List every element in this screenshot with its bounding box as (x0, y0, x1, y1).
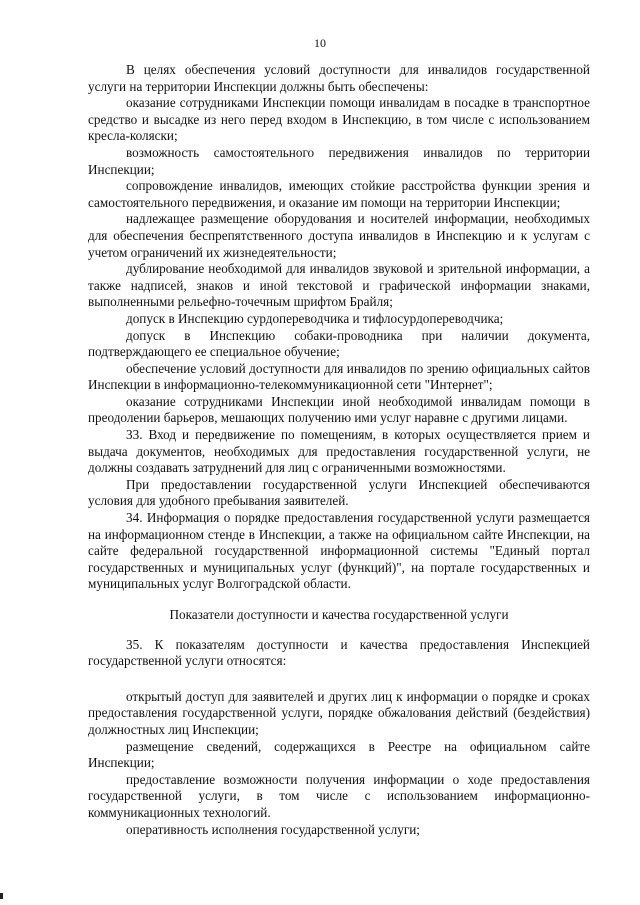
document-body (88, 62, 590, 838)
paragraph-35: 35. К показателям доступности и качества предоставления Инспекцией государственной услуги относятся: (88, 636, 590, 669)
paragraph-accessibility-intro: В целях обеспечения условий доступности для инвалидов государственной услуги на территории Инспекции должны быть обеспечены: (88, 62, 590, 94)
list-item: оказание сотрудниками Инспекции помощи инвалидам в посадке в транспортное средство и высадке из него перед входом в Инспекцию, в том числе с использованием кресла-коляски; (88, 95, 590, 144)
page-number: 10 (314, 36, 326, 50)
list-item: открытый доступ для заявителей и других лиц к информации о порядке и сроках предоставления государственной услуги, порядке обжалования действий (бездействия) должностных лиц Инспекции; (88, 688, 590, 737)
paragraph-33: 33. Вход и передвижение по помещениям, в которых осуществляется прием и выдача документов, необходимых для предоставления государственной услуги, не должны создавать затруднений для лиц с ограниченными возможностями. (88, 427, 590, 476)
list-item: возможность самостоятельного передвижения инвалидов по территории Инспекции; (88, 144, 590, 177)
paragraph-34: 34. Информация о порядке предоставления государственной услуги размещается на информационном стенде в Инспекции, а также на официальном сайте Инспекции, на сайте федеральной государственной информационной системы "Единый портал государственных и муниципальных услуг (функций)", на портале государственных и муниципальных услуг Волгоградской области. (88, 510, 590, 592)
scan-edge-mark (0, 893, 3, 899)
list-item: оперативность исполнения государственной услуги; (126, 821, 420, 837)
paragraph-convenience: При предоставлении государственной услуги Инспекцией обеспечиваются условия для удобного пребывания заявителей. (88, 476, 590, 509)
list-item: допуск в Инспекцию собаки-проводника при наличии документа, подтверждающего ее специальное обучение; (88, 327, 590, 360)
list-item: обеспечение условий доступности для инвалидов по зрению официальных сайтов Инспекции в информационно-телекоммуникационной сети "Интернет"; (88, 360, 590, 393)
list-item: дублирование необходимой для инвалидов звуковой и зрительной информации, а также надписей, знаков и иной текстовой и графической информации знаками, выполненными рельефно-точечным шрифтом Брайля; (88, 261, 590, 310)
list-item: надлежащее размещение оборудования и носителей информации, необходимых для обеспечения беспрепятственного доступа инвалидов в Инспекцию и к услугам с учетом ограничений их жизнедеятельности; (88, 211, 590, 260)
list-item: предоставление возможности получения информации о ходе предоставления государственной услуги, в том числе с использованием информационно-коммуникационных технологий. (88, 771, 590, 820)
list-item: допуск в Инспекцию сурдопереводчика и тифлосурдопереводчика; (126, 310, 504, 326)
list-item: оказание сотрудниками Инспекции иной необходимой инвалидам помощи в преодолении барьеров, мешающих получению ими услуг наравне с другими лицами. (88, 393, 590, 426)
list-item: размещение сведений, содержащихся в Реестре на официальном сайте Инспекции; (88, 738, 590, 771)
list-item: сопровождение инвалидов, имеющих стойкие расстройства функции зрения и самостоятельного передвижения, и оказание им помощи на территории Инспекции; (88, 178, 590, 210)
section-heading: Показатели доступности и качества государственной услуги (169, 607, 509, 622)
